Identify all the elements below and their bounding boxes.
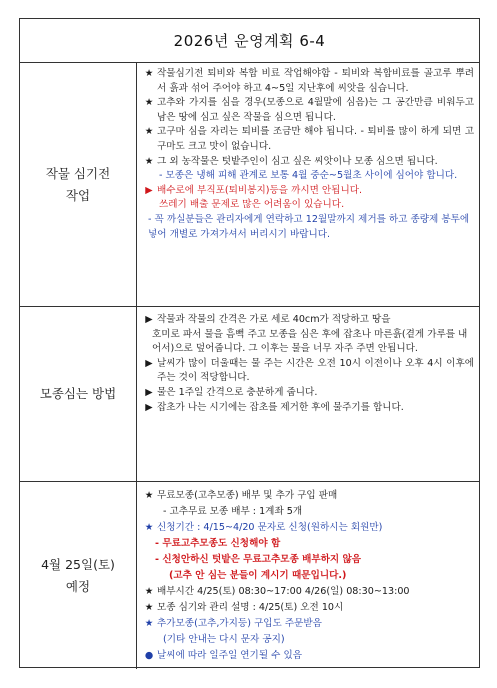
- triangle-right-icon: ▶: [145, 386, 153, 398]
- triangle-right-icon: ▶: [145, 314, 153, 325]
- list-item: ★ 고추와 가지를 심을 경우(모종으로 4월말에 심음)는 그 공간만큼 비워두고 남은 땅에 심고 싶은 작물을 심으면 됩니다.: [144, 97, 474, 123]
- star-icon: ★: [144, 602, 154, 613]
- section-planting-method: [20, 307, 479, 482]
- list-item: ▶ 날씨가 많이 더울때는 물 주는 시간은 오전 10시 이전이나 오후 4시 이후에 주는 것이 적당합니다.: [143, 357, 474, 386]
- star-icon: ★: [144, 126, 154, 138]
- triangle-right-icon: ▶: [145, 184, 153, 196]
- list-item-warning-note: 쓰레기 배출 문제로 많은 어려움이 있습니다.: [159, 199, 345, 211]
- list-item-note: - 꼭 까실분들은 관리자에게 연락하고 12월말까지 제거를 하고 종량제 봉투에 넣어 개별로 가져가셔서 버리시기 바랍니다.: [148, 213, 470, 240]
- list-item: ▶ 물은 1주일 간격으로 충분하게 줍니다.: [143, 386, 474, 401]
- list-item-note: - 고추무료 모종 배부 : 1계좌 5개: [163, 506, 303, 517]
- list-item: ★ 추가모종(고추,가지등) 구입도 주문받음: [143, 616, 474, 632]
- triangle-right-icon: ▶: [145, 357, 153, 369]
- section-label-line: 모종심는 방법: [39, 386, 117, 401]
- list-item: ★ 배부시간 4/25(토) 08:30~17:00 4/26(일) 08:30~13:00: [143, 584, 474, 600]
- star-icon: ★: [144, 618, 154, 629]
- section-content: [137, 307, 479, 481]
- list-item-note: - 모종은 냉해 피해 관계로 보통 4월 중순~5월초 사이에 심어야 합니다.: [159, 170, 458, 182]
- star-icon: ★: [144, 490, 154, 501]
- star-icon: ★: [144, 155, 154, 167]
- star-icon: ★: [144, 522, 154, 533]
- section-label-line: 4월 25일(토): [41, 556, 115, 572]
- list-item: ★ 신청기간 : 4/15~4/20 문자로 신청(원하시는 회원만): [143, 520, 474, 536]
- star-icon: ★: [144, 97, 154, 109]
- list-item-warning: - 무료고추모종도 신청해야 함: [155, 538, 281, 549]
- section-pre-planting: [20, 63, 479, 307]
- section-label-line: 예정: [65, 578, 91, 594]
- section-label: [20, 307, 137, 481]
- section-label-line: 작물 심기전: [45, 165, 111, 181]
- list-item-warning: ▶ 배수로에 부직포(퇴비봉지)등을 까시면 안됩니다.: [143, 184, 474, 199]
- document-title: 2026년 운영계획 6-4: [20, 19, 479, 63]
- bullet-dot-icon: ●: [144, 650, 154, 661]
- list-item: ● 날씨에 따라 일주일 연기될 수 있음: [143, 648, 474, 664]
- section-content: [137, 63, 479, 306]
- list-item-continued: 호미로 파서 물을 흠뻑 주고 모종을 심은 후에 잡초나 마른흙(곁게 가루를 내어서)으로 덮어줍니다. 그 이후는 물을 너무 자주 주면 안됩니다.: [152, 328, 468, 355]
- list-item: ★ 모종 심기와 관리 설명 : 4/25(토) 오전 10시: [143, 600, 474, 616]
- list-item: ▶ 잡초가 나는 시기에는 잡초를 제거한 후에 물주기를 합니다.: [143, 401, 474, 416]
- list-item: ★ 무료모종(고추모종) 배부 및 추가 구입 판매: [143, 488, 474, 504]
- list-item-warning: (고추 안 심는 분들이 계시기 때문입니다.): [169, 570, 347, 581]
- list-item: ★ 그 외 농작물은 텃밭주인이 심고 싶은 씨앗이나 모종 심으면 됩니다.: [143, 155, 474, 170]
- section-april-event: [20, 482, 479, 669]
- list-item: ▶ 작물과 작물의 간격은 가로 세로 40cm가 적당하고 땅을: [143, 313, 474, 328]
- section-label: [20, 482, 137, 669]
- plan-document: [19, 18, 480, 668]
- section-content: [137, 482, 479, 669]
- list-item: ★ 작물심기전 퇴비와 복합 비료 작업해야함 - 퇴비와 복합비료를 골고루 뿌려서 흙과 섞어 주어야 하고 4~5일 지난후에 씨앗을 심습니다.: [144, 68, 474, 94]
- section-label: [20, 63, 137, 306]
- star-icon: ★: [144, 68, 154, 79]
- list-item: ★ 고구마 심을 자리는 퇴비를 조금만 해야 됩니다. - 퇴비를 많이 하게 되면 고구마도 크고 맛이 없습니다.: [144, 126, 474, 152]
- star-icon: ★: [144, 586, 154, 597]
- triangle-right-icon: ▶: [145, 401, 153, 413]
- section-label-line: 작업: [65, 187, 91, 203]
- list-item-warning: - 신청안하신 텃밭은 무료고추모종 배부하지 않음: [155, 554, 362, 565]
- list-item-note: (기타 안내는 다시 문자 공지): [163, 634, 285, 645]
